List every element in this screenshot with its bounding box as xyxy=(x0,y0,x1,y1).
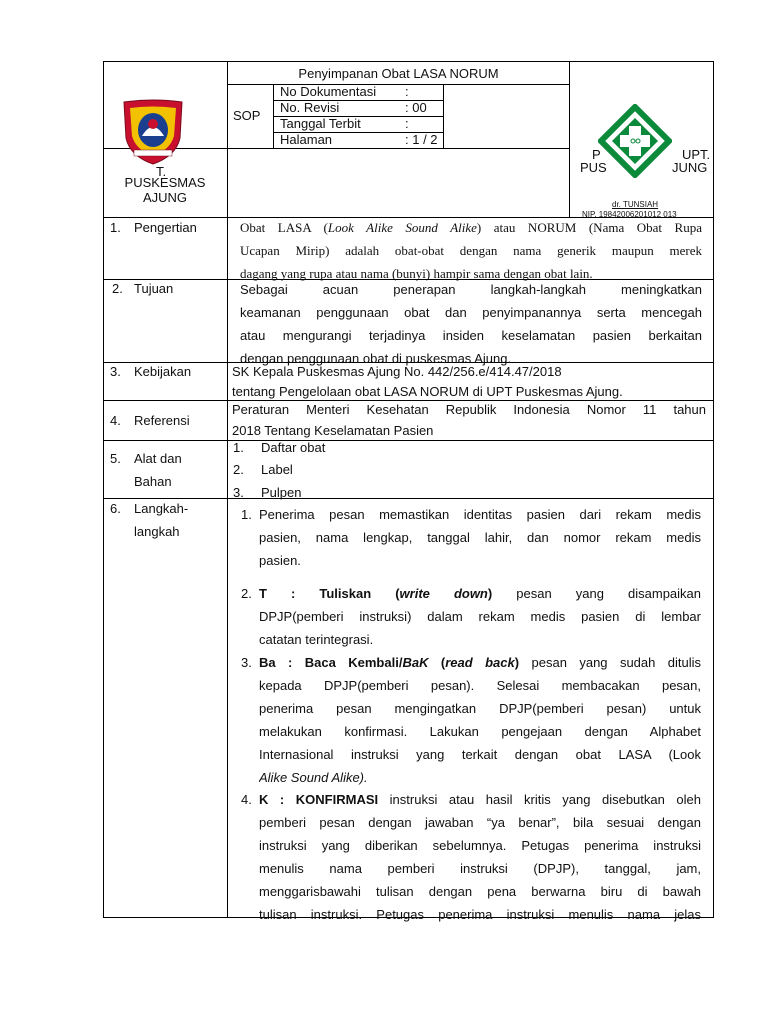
section-label: Bahan xyxy=(134,474,172,489)
referensi-line: Peraturan Menteri Kesehatan Republik Indonesia Nomor 11 tahun xyxy=(232,402,706,417)
kebijakan-line: SK Kepala Puskesmas Ajung No. 442/256.e/414.47/2018 xyxy=(232,364,562,379)
step-line: tulisan instruksi. Petugas penerima instruksi menulis nama jelas xyxy=(259,907,701,922)
section-number: 1. xyxy=(110,220,121,235)
step-1-text xyxy=(259,503,701,572)
pengertian-line-1: Obat LASA (Look Alike Sound Alike) atau NORUM (Nama Obat Rupa xyxy=(240,220,702,235)
signer-name: dr. TUNSIAH xyxy=(612,200,659,209)
signer-partial-text: UPT. xyxy=(682,147,711,162)
step-number: 4. xyxy=(241,792,252,807)
step-line: DPJP(pemberi instruksi) dalam rekam medis pasien di lembar xyxy=(259,609,701,624)
regency-logo-icon xyxy=(120,98,186,168)
pengertian-italic: Look Alike Sound Alike xyxy=(327,220,477,235)
alat-item: Label xyxy=(261,462,293,477)
step-3-first-line xyxy=(259,651,701,674)
signer-partial-text: P xyxy=(592,147,601,162)
step-line: instruksi yang diberikan sebelumnya. Petugas penerima instruksi xyxy=(259,838,701,853)
tujuan-line: dengan penggunaan obat di puskesmas Ajung. xyxy=(240,351,512,366)
step-number: 2. xyxy=(241,586,252,601)
field-label: Halaman xyxy=(280,132,333,147)
org-name-line1: PUSKESMAS xyxy=(124,175,206,190)
section-label: Referensi xyxy=(134,413,190,428)
field-label: No. Revisi xyxy=(280,100,340,115)
step-3-bold: ) xyxy=(514,655,520,670)
alat-number: 3. xyxy=(233,485,244,500)
step-4-rest: instruksi atau hasil kritis yang disebutkan oleh xyxy=(389,792,701,807)
step-2-rest: pesan yang disampaikan xyxy=(516,586,701,601)
alat-number: 2. xyxy=(233,462,244,477)
step-line: Penerima pesan memastikan identitas pasien dari rekam medis xyxy=(259,507,701,522)
referensi-line: 2018 Tentang Keselamatan Pasien xyxy=(232,423,434,438)
step-line-italic: Alike Sound Alike). xyxy=(259,770,368,785)
section-label: Alat dan xyxy=(134,451,182,466)
tujuan-line: atau mengurangi terjadinya insiden keselamatan pasien berkaitan xyxy=(240,328,702,343)
pengertian-text xyxy=(240,216,702,285)
step-4-first-line xyxy=(259,788,701,811)
step-3-rest: pesan yang sudah ditulis xyxy=(531,655,701,670)
field-value: : 00 xyxy=(405,100,427,115)
step-2-first-line xyxy=(259,582,701,605)
tujuan-line: keamanan penggunaan obat dan penyimpanannya serta mencegah xyxy=(240,305,702,320)
step-4-bold: K : KONFIRMASI xyxy=(259,792,379,807)
section-number: 4. xyxy=(110,413,121,428)
step-4-text xyxy=(259,788,701,926)
section-number: 5. xyxy=(110,451,121,466)
tujuan-line: Sebagai acuan penerapan langkah-langkah meningkatkan xyxy=(240,282,702,297)
section-number: 3. xyxy=(110,364,121,379)
org-partial-text: T. xyxy=(156,164,167,179)
step-2-bold-italic: write down xyxy=(399,586,488,601)
step-line: pasien, nama lengkap, tanggal lahir, dan nomor rekam medis xyxy=(259,530,701,545)
section-label: Tujuan xyxy=(134,281,174,296)
pengertian-line: Ucapan Mirip) adalah obat-obat dengan nama generik maupun merek xyxy=(240,243,702,258)
step-line: Internasional instruksi yang terkait dengan obat LASA (Look xyxy=(259,747,701,762)
section-label: langkah xyxy=(134,524,180,539)
step-number: 1. xyxy=(241,507,252,522)
sop-label: SOP xyxy=(233,108,261,123)
alat-number: 1. xyxy=(233,440,244,455)
puskesmas-seal-icon xyxy=(598,104,672,178)
referensi-text xyxy=(232,399,706,441)
step-3-bold: Ba : Baca Kembali/ xyxy=(259,655,403,670)
step-3-text xyxy=(259,651,701,789)
step-line: menggarisbawahi tulisan dengan pena berwarna biru di bawah xyxy=(259,884,701,899)
field-value: : xyxy=(405,116,409,131)
section-label: Langkah- xyxy=(134,501,189,516)
signer-nip: NIP. 19842006201012 013 xyxy=(582,210,677,219)
field-label: Tanggal Terbit xyxy=(280,116,361,131)
step-line: pemberi pesan dengan jawaban “ya benar”, bila sesuai dengan xyxy=(259,815,701,830)
signer-partial-text: PUS xyxy=(580,160,607,175)
org-name-line2: AJUNG xyxy=(142,190,188,205)
step-line: catatan terintegrasi. xyxy=(259,632,374,647)
pengertian-line: dagang yang rupa atau nama (bunyi) hampir sama dengan obat lain. xyxy=(240,266,593,281)
step-line: menulis nama pemberi instruksi (DPJP), tanggal, jam, xyxy=(259,861,701,876)
tujuan-text xyxy=(240,278,702,370)
step-3-bold-italic: read back xyxy=(445,655,515,670)
signer-partial-text: JUNG xyxy=(672,160,708,175)
field-value: : xyxy=(405,84,409,99)
alat-item: Daftar obat xyxy=(261,440,326,455)
document-title: Penyimpanan Obat LASA NORUM xyxy=(298,66,499,81)
step-2-text xyxy=(259,582,701,651)
field-label: No Dokumentasi xyxy=(280,84,377,99)
field-value: : 1 / 2 xyxy=(405,132,438,147)
step-number: 3. xyxy=(241,655,252,670)
kebijakan-line: tentang Pengelolaan obat LASA NORUM di UPT Puskesmas Ajung. xyxy=(232,384,623,399)
section-label: Pengertian xyxy=(134,220,197,235)
step-3-bold: ( xyxy=(440,655,446,670)
section-number: 6. xyxy=(110,501,121,516)
alat-item: Pulpen xyxy=(261,485,302,500)
step-2-bold: ) xyxy=(487,586,493,601)
step-line: penerima pesan mengingatkan DPJP(pemberi pesan) untuk xyxy=(259,701,701,716)
step-2-bold: T : Tuliskan ( xyxy=(259,586,400,601)
step-line: kepada DPJP(pemberi pesan). Selesai membacakan pesan, xyxy=(259,678,701,693)
section-number: 2. xyxy=(112,281,123,296)
step-3-bold-italic: BaK xyxy=(402,655,429,670)
step-line: pasien. xyxy=(259,553,301,568)
section-label: Kebijakan xyxy=(134,364,192,379)
step-line: melakukan konfirmasi. Lakukan pengejaan dengan Alphabet xyxy=(259,724,701,739)
